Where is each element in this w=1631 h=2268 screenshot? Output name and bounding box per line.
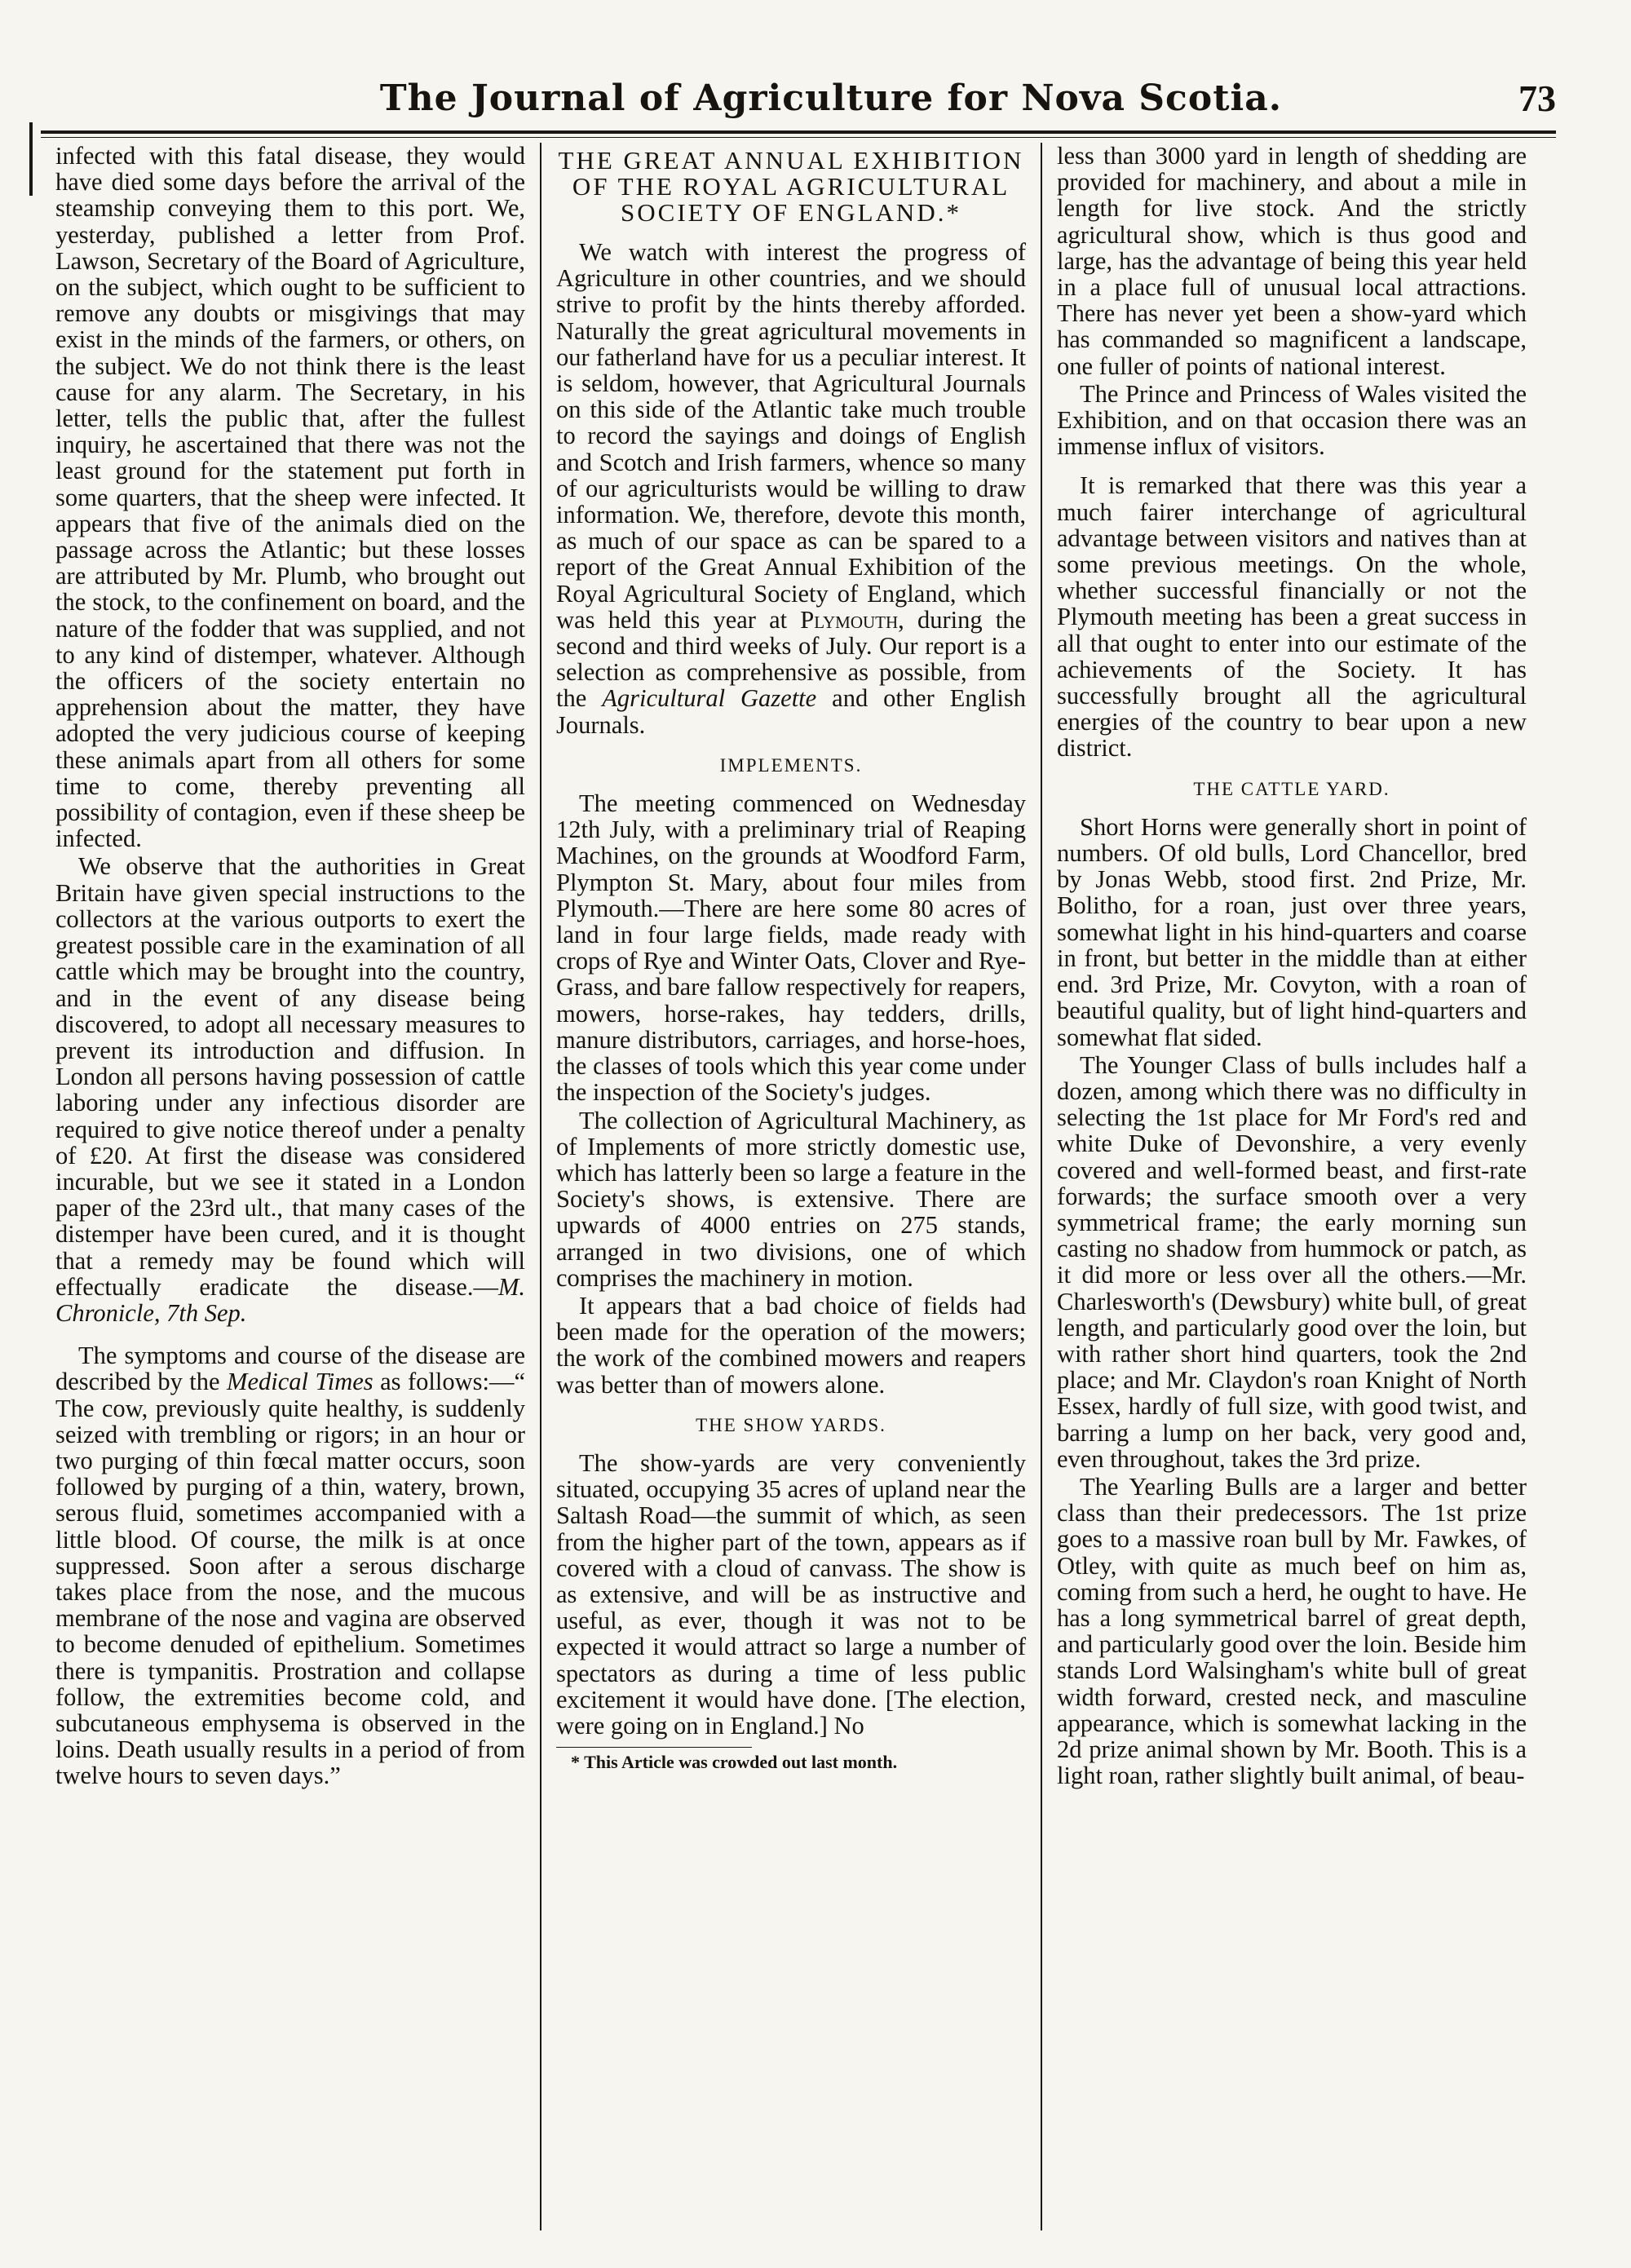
paragraph: The Yearling Bulls are a larger and better class than their predecessors. The 1st prize goes to a massive roan bull by Mr. Fawkes, of Otley, with quite as much beef on him as, coming from such a herd, he ought to have. He has a long symmetrical barrel of great depth, and particularly good over the loin. Beside him stands Lord Walsingham's white bull of great width forward, crested neck, and masculine appearance, which is somewhat lacking in the 2d prize animal shown by Mr. Booth. This is a light roan, rather slightly built animal, of beau- (1057, 1472, 1527, 1790)
paragraph-text: as follows:—“ The cow, previously quite healthy, is suddenly seized with trembling or rigors; in an hour or two purging of thin fœcal matter occurs, soon followed by purging of a thin, watery, brown, serous fluid, sometimes accompanied with a little blood. Of course, the milk is at once suppressed. Soon after a serous discharge takes place from the nose, and the mucous membrane of the nose and vagina are observed to become denuded of epithelium. Sometimes there is tympanitis. Prostration and collapse follow, the extremities become cold, and subcutaneous emphysema is observed in the loins. Death usually results in a period of from twelve hours to seven days.” (55, 1368, 526, 1790)
paragraph: The Prince and Princess of Wales visited the Exhibition, and on that occasion there was an immense influx of visitors. (1057, 379, 1527, 461)
page-number: 73 (1518, 77, 1556, 119)
paragraph: The Younger Class of bulls includes half a dozen, among which there was no difficulty in selecting the 1st place for Mr Ford's red and white Duke of Devonshire, a very evenly covered and well-formed beast, and first-rate forwards; the surface smooth over a very symmetrical frame; the early morning sun casting no shadow from hummock or patch, as it did more or less over all the others.—Mr. Charlesworth's (Dewsbury) white bull, of great length, and particularly good over the loin, but with rather short hind quarters, took the 2nd place; and Mr. Claydon's roan Knight of North Essex, hardly of full size, with good twist, and barring a lump on her back, very good and, even throughout, takes the 3rd prize. (1057, 1050, 1527, 1473)
header-rule (41, 130, 1556, 134)
text-columns (41, 143, 1556, 2230)
paragraph (55, 853, 525, 1326)
journal-title: The Journal of Agriculture for Nova Scotia. (379, 77, 1283, 119)
paragraph-text: We observe that the authorities in Great Britain have given special instructions to the collectors at the various outports to exert the greatest possible care in the examination of all cattle which may be brought into the country, and in the event of any disease being discovered, to adopt all necessary measures to prevent its introduction and diffusion. In London all persons having possession of cattle laboring under any infectious disorder are required to give notice thereof under a penalty of £20. At first the disease was considered incurable, but we see it stated in a London paper of the 23rd ult., that many cases of the distemper have been cured, and it is thought that a remedy may be found which will effectually eradicate the disease.— (55, 852, 525, 1301)
column-1 (41, 143, 540, 2230)
footnote: * This Article was crowded out last month. (571, 1752, 898, 1773)
source-name: Agricultural Gazette (602, 684, 817, 713)
paragraph: infected with this fatal disease, they would have died some days before the arrival of the steamship conveying them to this port. We, yesterday, published a letter from Prof. Lawson, Secretary of the Board of Agriculture, on the subject, which ought to be sufficient to remove any doubts or misgivings that may exist in the minds of the farmers, or others, on the subject. We do not think there is the least cause for any alarm. The Secretary, in his letter, tells the public that, after the fullest inquiry, he ascertained that there was not the least ground for the statement put forth in some quarters, that the sheep were infected. It appears that five of the animals died on the passage across the Atlantic; but these losses are attributed by Mr. Plumb, who brought out the stock, to the confinement on board, and the nature of the fodder that was supplied, and not to any kind of distemper, whatever. Although the officers of the society entertain no apprehension about the matter, they have adopted the very judicious course of keeping these animals apart from all others for some time to come, thereby preventing all possibility of contagion, even if these sheep be infected. (55, 143, 525, 853)
paragraph: It appears that a bad choice of fields had been made for the operation of the mowers; the work of the combined mowers and reapers was better than of mowers alone. (556, 1291, 1026, 1399)
paragraph: The meeting commenced on Wednesday 12th July, with a preliminary trial of Reaping Machines, on the grounds at Woodford Farm, Plympton St. Mary, about four miles from Plymouth.—There are here some 80 acres of land in four large fields, made ready with crops of Rye and Winter Oats, Clover and Rye-Grass, and bare fallow respectively for reapers, mowers, horse-rakes, hay tedders, drills, manure distributors, carriages, and horse-hoes, the classes of tools which this year come under the inspection of the Society's judges. (556, 789, 1026, 1107)
running-header (41, 73, 1556, 124)
source-name: Medical Times (227, 1368, 373, 1396)
header-rule-thin (41, 137, 1556, 138)
article-title: THE GREAT ANNUAL EXHIBITION OF THE ROYAL AGRICULTURAL SOCIETY OF ENGLAND.* (558, 146, 1024, 227)
place-name: Plymouth (800, 605, 899, 634)
paragraph (556, 239, 1026, 738)
section-heading: THE SHOW YARDS. (696, 1414, 886, 1435)
paragraph: Short Horns were generally short in point of numbers. Of old bulls, Lord Chancellor, bred by Jonas Webb, stood first. 2nd Prize, Mr. Bolitho, for a roan, just over three years, somewhat light in his hind-quarters and coarse in front, but better in the middle than at either end. 3rd Prize, Mr. Covyton, with a roan of beautiful quality, but of light hind-quarters and somewhat flat sided. (1057, 812, 1527, 1051)
section-heading: IMPLEMENTS. (719, 754, 863, 776)
footnote-rule (556, 1747, 752, 1748)
column-3 (1042, 143, 1541, 2230)
margin-mark (29, 122, 33, 196)
paragraph: The collection of Agricultural Machinery, as of Implements of more strictly domestic use, which has latterly been so large a feature in the Society's shows, is extensive. There are upwards of 4000 entries on 275 stands, arranged in two divisions, one of which comprises the machinery in motion. (556, 1106, 1026, 1292)
paragraph-text: We watch with interest the progress of Agriculture in other countries, and we should strive to profit by the hints thereby afforded. Naturally the great agricultural movements in our fatherland have for us a peculiar interest. It is seldom, however, that Agricultural Journals on this side of the Atlantic take much trouble to record the sayings and doings of English and Scotch and Irish farmers, whence so many of our agriculturists would be willing to draw information. We, therefore, devote this month, as much of our space as can be spared to a report of the Great Annual Exhibition of the Royal Agricultural Society of England, which was held this year at (556, 238, 1026, 634)
column-2 (541, 143, 1041, 2230)
paragraph-text: and other English Journals. (556, 684, 1026, 739)
section-heading: THE CATTLE YARD. (1193, 778, 1390, 799)
paragraph: It is remarked that there was this year a much fairer interchange of agricultural advantage between visitors and natives than at some previous meetings. On the whole, whether successful financially or not the Plymouth meeting has been a great success in all that ought to enter into our estimate of the achievements of the Society. It has successfully brought all the agricultural energies of the country to bear upon a new district. (1057, 471, 1527, 763)
paragraph-text: The symptoms and course of the disease are described by the (55, 1342, 525, 1396)
citation: M. Chronicle, 7th Sep. (55, 1272, 525, 1327)
paragraph: The show-yards are very conveniently situated, occupying 35 acres of upland near the Saltash Road—the summit of which, as seen from the higher part of the town, appears as if covered with a cloud of canvass. The show is as extensive, and will be as instructive and useful, as ever, though it was not to be expected it would attract so large a number of spectators as during a time of less public excitement it would have done. [The election, were going on in England.] No (556, 1448, 1026, 1740)
paragraph: less than 3000 yard in length of shedding are provided for machinery, and about a mile in length for live stock. And the strictly agricultural show, which is thus good and large, has the advantage of being this year held in a place full of unusual local attractions. There has never yet been a show-yard which has commanded so magnificent a landscape, one fuller of points of national interest. (1057, 143, 1527, 380)
paragraph (55, 1342, 525, 1788)
paragraph-text: , during the second and third weeks of July. Our report is a selection as comprehensive as possible, from the (556, 605, 1026, 713)
